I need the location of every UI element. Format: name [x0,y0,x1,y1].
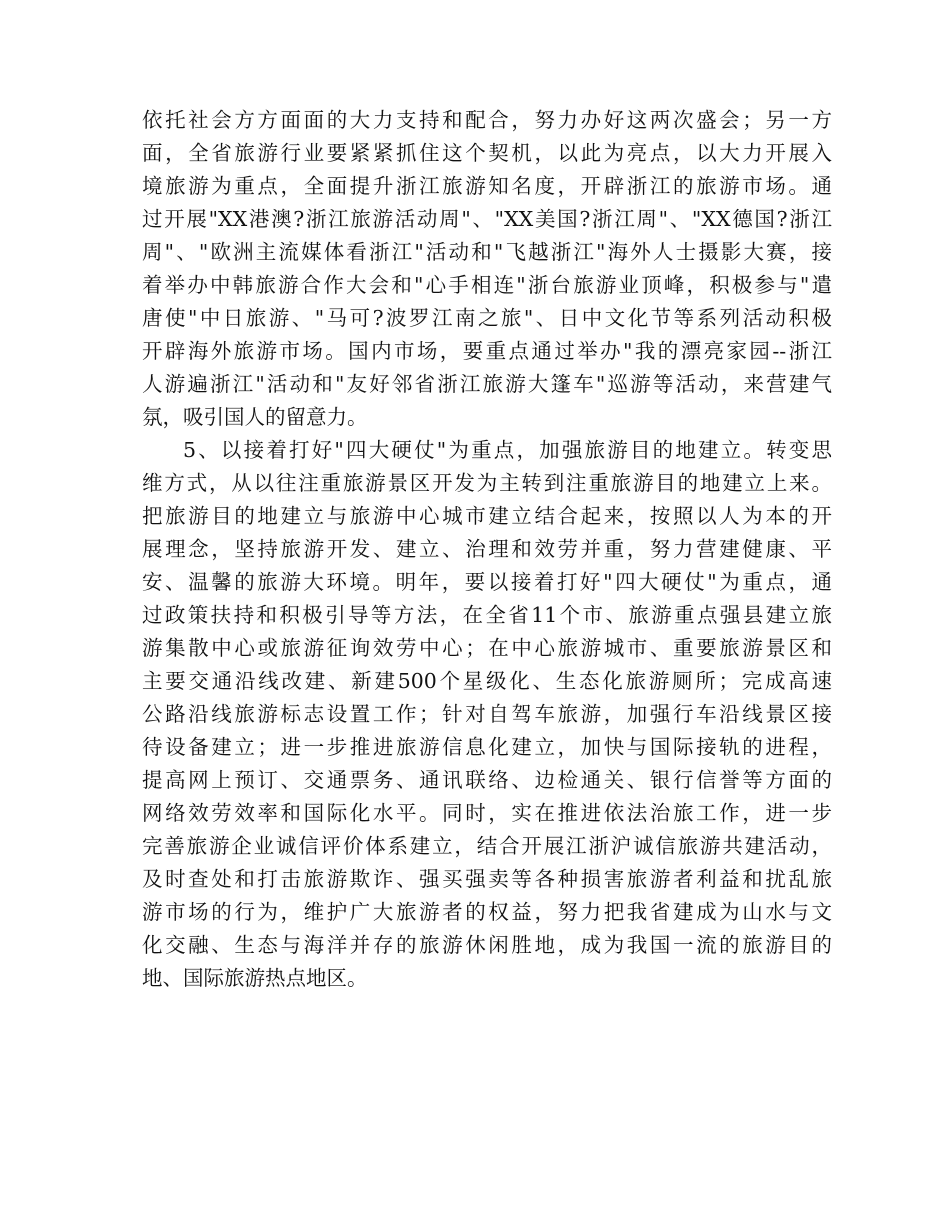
text-line: 面，全省旅游行业要紧紧抓住这个契机，以此为亮点，以大力开展入 [142,141,832,165]
text-line: 周"、"欧洲主流媒体看浙江"活动和"飞越浙江"海外人士摄影大赛，接 [142,240,832,264]
text-line: 氛，吸引国人的留意力。 [142,405,368,429]
text-line: 完善旅游企业诚信评价体系建立，结合开展江浙沪诚信旅游共建活动， [142,834,832,858]
text-line: 网络效劳效率和国际化水平。同时，实在推进依法治旅工作，进一步 [142,801,832,825]
text-line: 及时查处和打击旅游欺诈、强买强卖等各种损害旅游者利益和扰乱旅 [142,867,832,891]
text-line: 游市场的行为，维护广大旅游者的权益，努力把我省建成为山水与文 [142,900,832,924]
paragraph-2 [142,434,832,995]
text-line: 化交融、生态与海洋并存的旅游休闲胜地，成为我国一流的旅游目的 [142,933,832,957]
text-line: 着举办中韩旅游合作大会和"心手相连"浙台旅游业顶峰，积极参与"遣 [142,273,832,297]
text-line: 待设备建立；进一步推进旅游信息化建立，加快与国际接轨的进程， [142,735,832,759]
text-line: 安、温馨的旅游大环境。明年，要以接着打好"四大硬仗"为重点，通 [142,570,832,594]
text-line: 开辟海外旅游市场。国内市场，要重点通过举办"我的漂亮家园--浙江 [142,339,832,363]
text-line: 展理念，坚持旅游开发、建立、治理和效劳并重，努力营建健康、平 [142,537,832,561]
text-line: 把旅游目的地建立与旅游中心城市建立结合起来，按照以人为本的开 [142,504,832,528]
text-line: 人游遍浙江"活动和"友好邻省浙江旅游大篷车"巡游等活动，来营建气 [142,372,832,396]
document-body [142,104,832,995]
text-line: 唐使"中日旅游、"马可?波罗江南之旅"、日中文化节等系列活动积极 [142,306,832,330]
text-line: 依托社会方方面面的大力支持和配合，努力办好这两次盛会；另一方 [142,108,832,132]
text-line: 过政策扶持和积极引导等方法，在全省11个市、旅游重点强县建立旅 [142,603,832,627]
text-line: 游集散中心或旅游征询效劳中心；在中心旅游城市、重要旅游景区和 [142,636,832,660]
text-line: 主要交通沿线改建、新建500个星级化、生态化旅游厕所；完成高速 [142,669,832,693]
text-line: 维方式，从以往注重旅游景区开发为主转到注重旅游目的地建立上来。 [142,471,832,495]
text-line: 提高网上预订、交通票务、通讯联络、边检通关、银行信誉等方面的 [142,768,832,792]
text-line: 过开展"XX港澳?浙江旅游活动周"、"XX美国?浙江周"、"XX德国?浙江 [142,207,832,231]
text-line: 境旅游为重点，全面提升浙江旅游知名度，开辟浙江的旅游市场。通 [142,174,832,198]
text-line: 地、国际旅游热点地区。 [142,966,368,990]
text-line: 公路沿线旅游标志设置工作；针对自驾车旅游，加强行车沿线景区接 [142,702,832,726]
text-line: 5、以接着打好"四大硬仗"为重点，加强旅游目的地建立。转变思 [183,438,832,462]
paragraph-1 [142,104,832,434]
